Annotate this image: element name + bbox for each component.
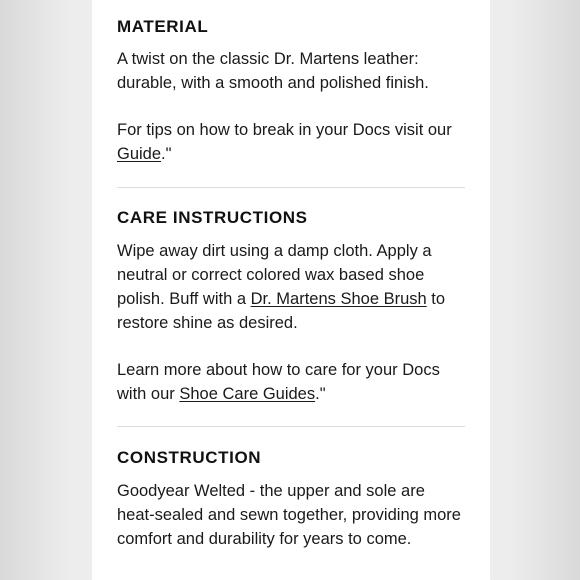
material-section <box>117 17 465 166</box>
care-heading: CARE INSTRUCTIONS <box>117 208 308 227</box>
material-guide-prefix: For tips on how to break in your Docs visit our <box>117 121 452 139</box>
care-description-suffix: to restore shine as desired. <box>117 290 446 332</box>
care-section <box>117 208 465 406</box>
material-guide-text <box>117 118 465 166</box>
section-divider <box>117 187 465 188</box>
care-guides-prefix: Learn more about how to care for your Docs with our <box>117 361 440 403</box>
material-heading: MATERIAL <box>117 17 209 36</box>
shoe-brush-link[interactable]: Dr. Martens Shoe Brush <box>250 290 427 308</box>
care-guides-text <box>117 358 465 406</box>
product-details-panel <box>92 0 490 580</box>
guide-link[interactable]: Guide <box>117 145 162 163</box>
care-guides-suffix: ." <box>315 385 326 403</box>
material-description <box>117 47 465 95</box>
construction-section <box>117 448 465 551</box>
material-guide-suffix: ." <box>161 145 172 163</box>
construction-description <box>117 479 465 551</box>
shoe-care-guides-link[interactable]: Shoe Care Guides <box>179 385 316 403</box>
material-description-text: A twist on the classic Dr. Martens leather: durable, with a smooth and polished finish. <box>117 50 429 92</box>
care-description-prefix: Wipe away dirt using a damp cloth. Apply a neutral or correct colored wax based shoe polish. Buff with a <box>117 242 432 308</box>
care-description <box>117 239 465 335</box>
section-divider <box>117 426 465 427</box>
construction-heading: CONSTRUCTION <box>117 448 262 467</box>
construction-description-text: Goodyear Welted - the upper and sole are heat-sealed and sewn together, providing more comfort and durability for years to come. <box>117 482 461 548</box>
